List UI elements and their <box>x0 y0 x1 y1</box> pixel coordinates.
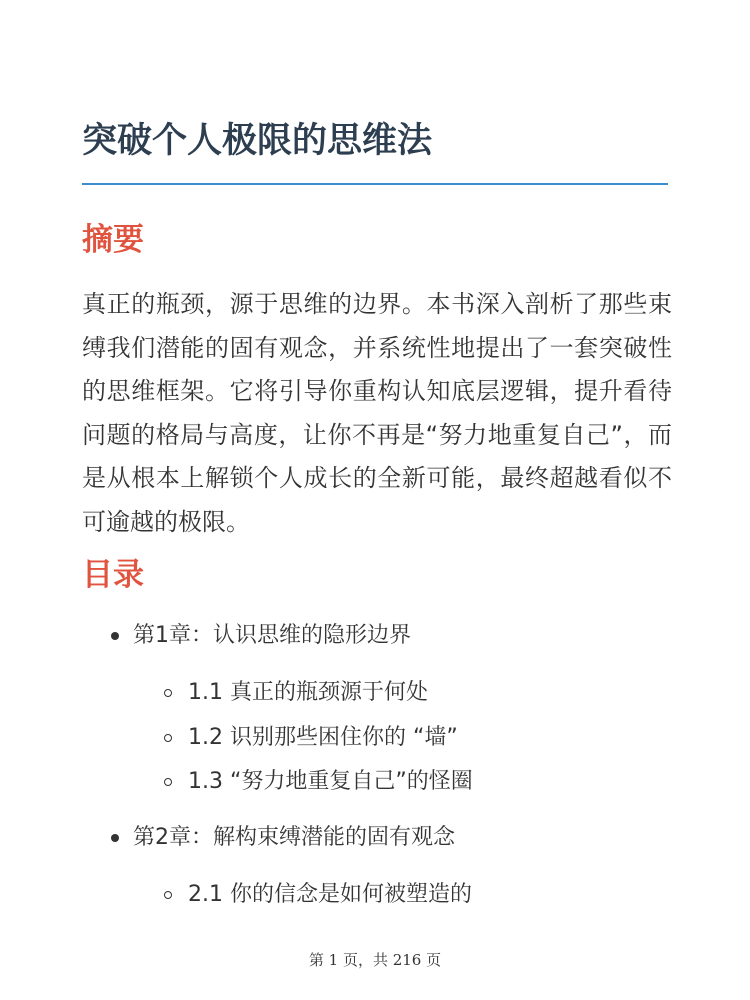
page-number-footer: 第 1 页，共 216 页 <box>308 951 442 969</box>
sub-bullet-icon <box>164 734 172 742</box>
title-divider <box>82 183 668 185</box>
toc-chapter-1[interactable]: 第1章：认识思维的隐形边界 <box>133 623 411 648</box>
sub-bullet-icon <box>164 689 172 697</box>
bullet-icon <box>111 632 119 640</box>
toc-section-1-2[interactable]: 1.2 识别那些困住你的 “墙” <box>188 725 458 750</box>
sub-bullet-icon <box>164 778 172 786</box>
bullet-icon <box>111 834 119 842</box>
document-title: 突破个人极限的思维法 <box>82 121 433 161</box>
toc-section-1-3[interactable]: 1.3 “努力地重复自己”的怪圈 <box>188 769 473 794</box>
toc-chapter-2[interactable]: 第2章：解构束缚潜能的固有观念 <box>133 825 455 850</box>
summary-heading: 摘要 <box>82 222 144 258</box>
sub-bullet-icon <box>164 891 172 899</box>
toc-heading: 目录 <box>82 557 144 593</box>
toc-section-2-1[interactable]: 2.1 你的信念是如何被塑造的 <box>188 882 472 907</box>
toc-section-1-1[interactable]: 1.1 真正的瓶颈源于何处 <box>188 680 428 705</box>
summary-paragraph: 真正的瓶颈，源于思维的边界。本书深入剖析了那些束缚我们潜能的固有观念，并系统性地提出了一套突破性的思维框架。它将引导你重构认知底层逻辑，提升看待问题的格局与高度，让你不再是“努力地重复自己”，而是从根本上解锁个人成长的全新可能，最终超越看似不可逾越的极限。 <box>82 290 672 536</box>
